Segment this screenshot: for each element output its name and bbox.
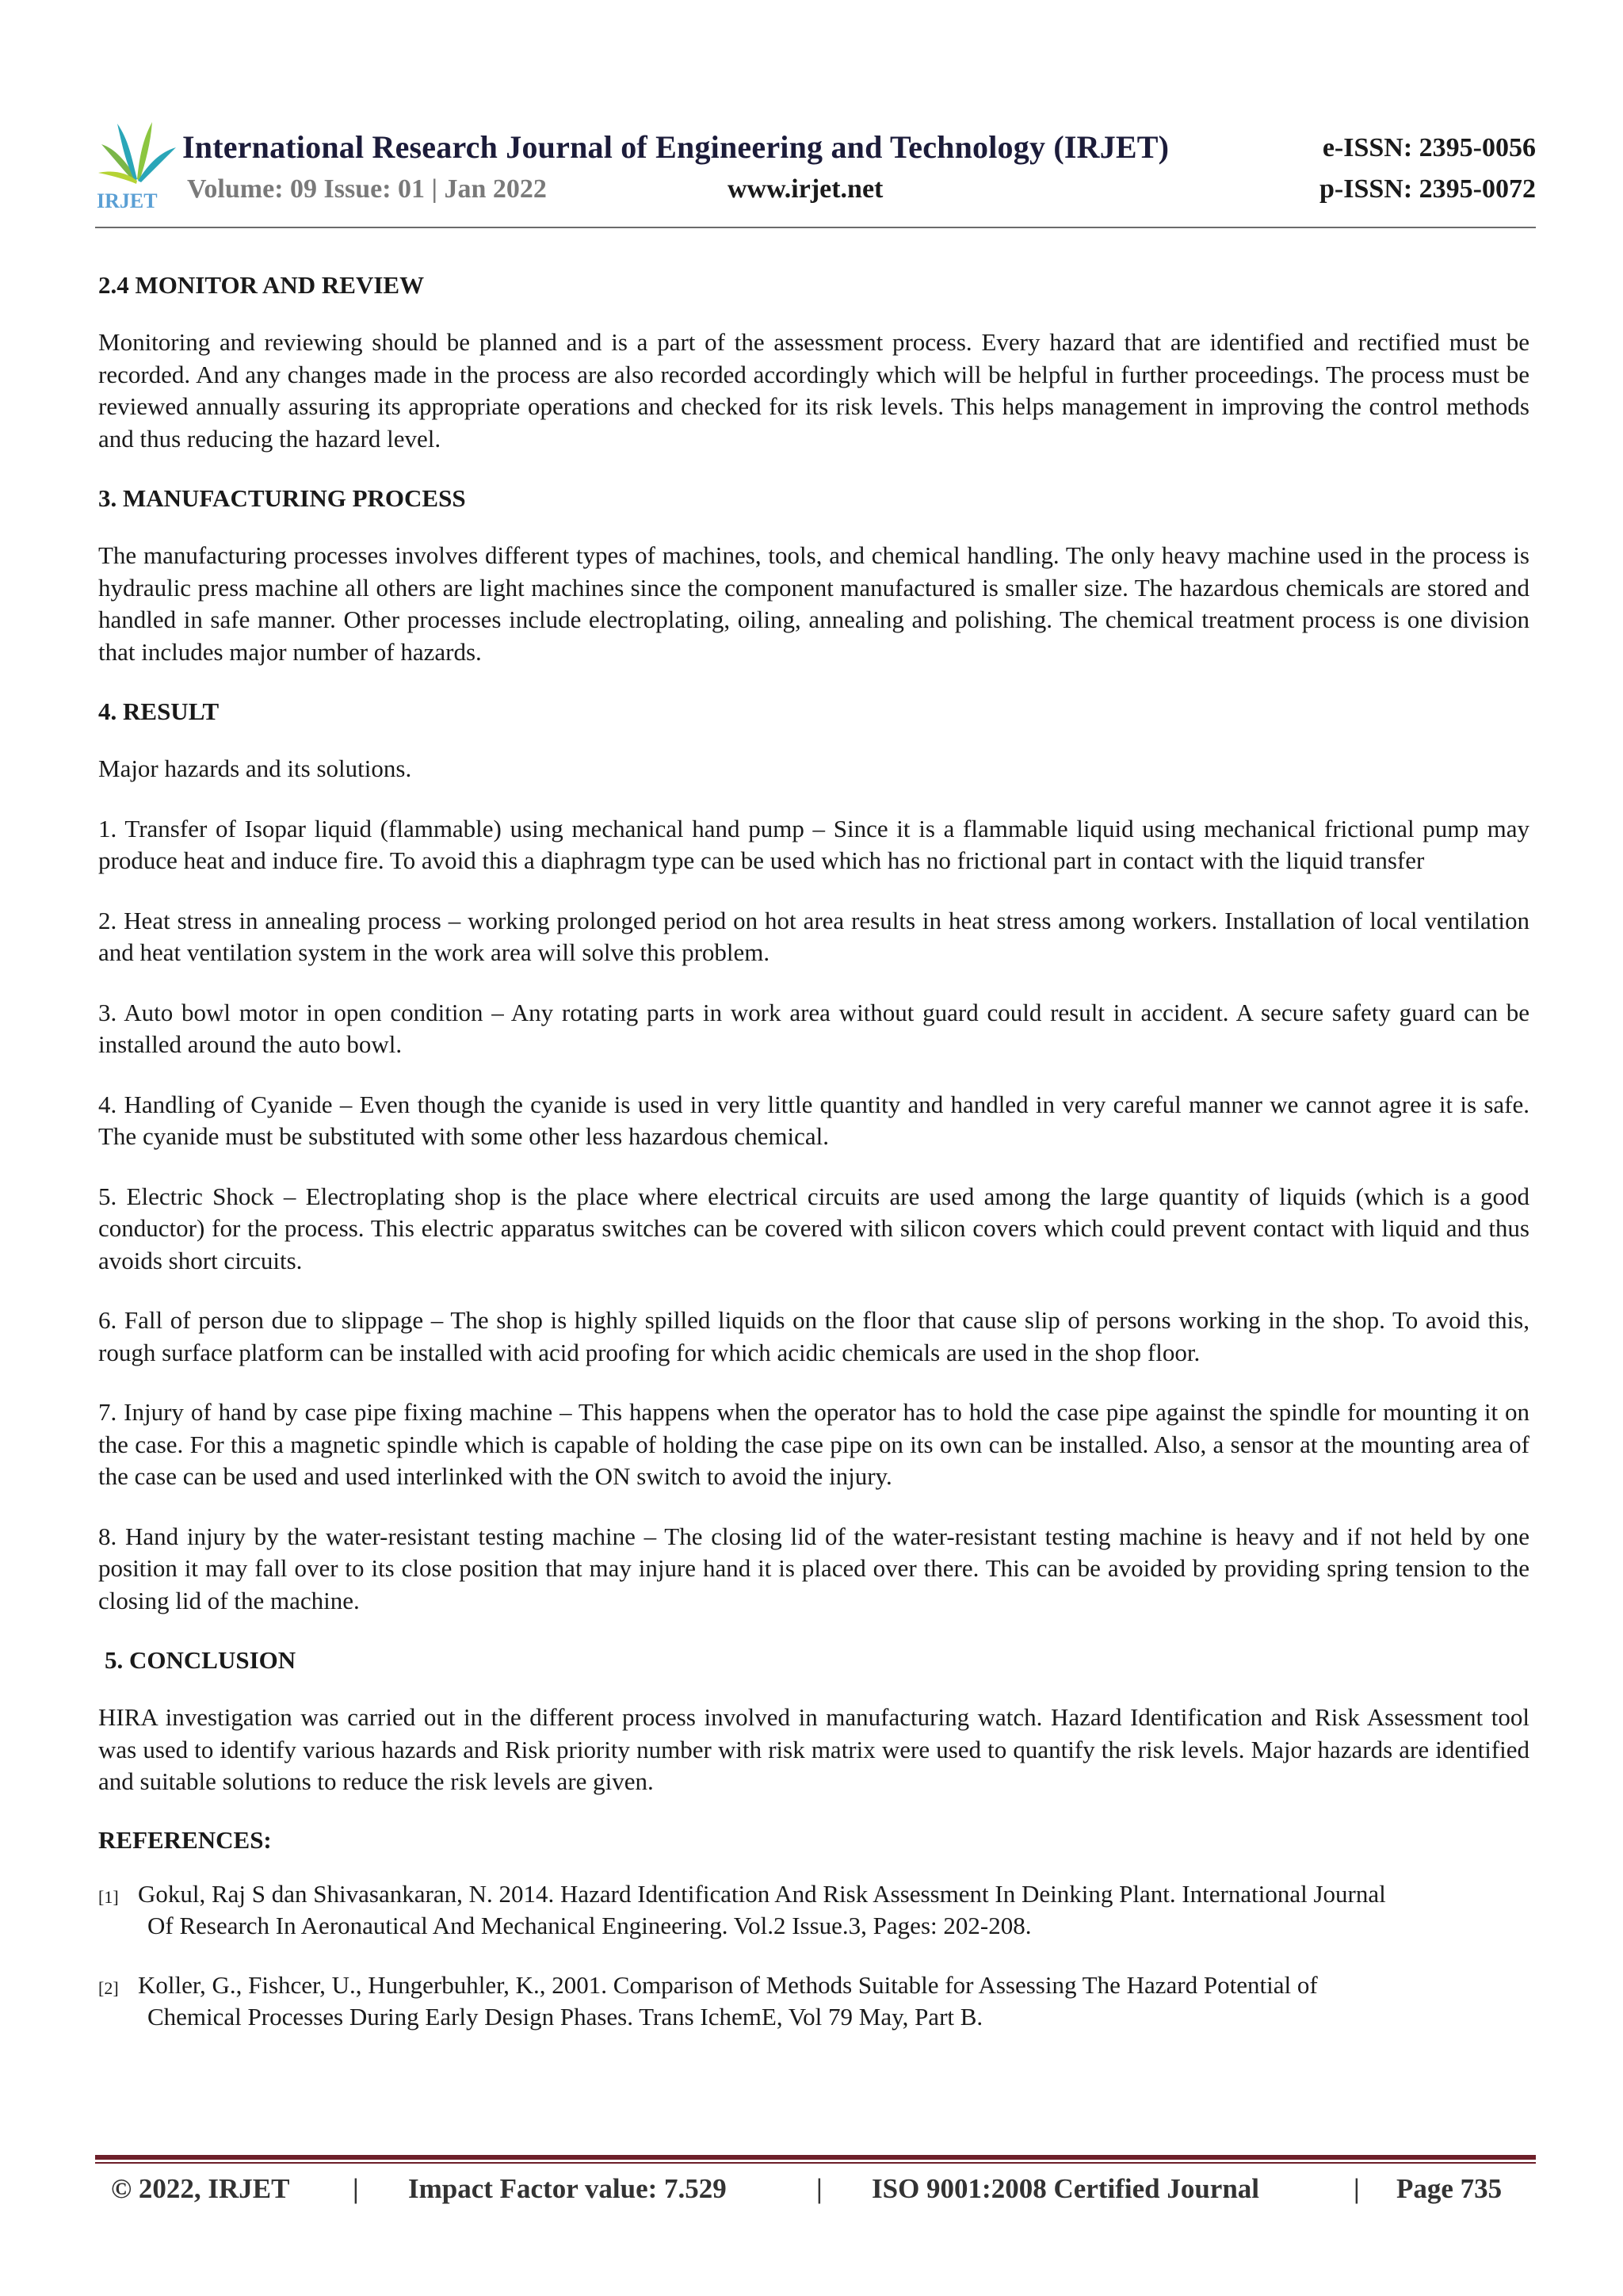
reference-number: [2]: [98, 1977, 119, 1998]
result-item: 8. Hand injury by the water-resistant testing machine – The closing lid of the water-resistant testing machine is heavy and if not held by one position it may fall over to its close position that may injure hand it is placed over there. This can be avoided by providing spring tension to the closing lid of the machine.: [98, 1522, 1529, 1614]
section-heading-conclusion: 5. CONCLUSION: [105, 1646, 296, 1674]
header-divider: [95, 227, 1536, 228]
paragraph-manufacturing: The manufacturing processes involves different types of machines, tools, and chemical handling. The only heavy machine used in the process is hydraulic press machine all others are light machines since the component manufactured is smaller size. The hazardous chemicals are stored and handled in safe manner. Other processes include electroplating, oiling, annealing and polishing. The chemical treatment process is one division that includes major number of hazards.: [98, 541, 1529, 666]
result-item: 4. Handling of Cyanide – Even though the cyanide is used in very little quantity and handled in very careful manner we cannot agree it is safe. The cyanide must be substituted with some other less hazardous chemical.: [98, 1090, 1529, 1150]
footer-page-number: Page 735: [1396, 2173, 1503, 2204]
paragraph-result-intro: Major hazards and its solutions.: [98, 755, 412, 782]
result-item: 6. Fall of person due to slippage – The shop is highly spilled liquids on the floor that cause slip of persons working in the shop. To avoid this, rough surface platform can be installed with acid proofing for which acidic chemicals are used in the shop floor.: [98, 1306, 1529, 1366]
journal-title: International Research Journal of Engineering and Technology (IRJET): [182, 129, 1170, 165]
footer-separator: |: [816, 2173, 823, 2204]
footer-separator: |: [1354, 2173, 1360, 2204]
footer-divider-thick: [95, 2155, 1536, 2160]
paragraph-monitor: Monitoring and reviewing should be planned and is a part of the assessment process. Every hazard that are identified and rectified must be recorded. And any changes made in the process are also recorded accordingly which will be helpful in further proceedings. The process must be reviewed annually assuring its appropriate operations and checked for its risk levels. This helps management in improving the control methods and thus reducing the hazard level.: [98, 328, 1529, 453]
reference-text-line: Of Research In Aeronautical And Mechanical Engineering. Vol.2 Issue.3, Pages: 202-208.: [147, 1912, 1032, 1939]
journal-website-link[interactable]: www.irjet.net: [727, 174, 884, 204]
footer-separator: |: [353, 2173, 359, 2204]
result-item: 5. Electric Shock – Electroplating shop is the place where electrical circuits are used among the large quantity of liquids (which is a good conductor) for the process. This electric apparatus switches can be covered with silicon covers which could prevent contact with liquid and thus avoids short circuits.: [98, 1182, 1529, 1274]
pissn: p-ISSN: 2395-0072: [1319, 174, 1536, 204]
result-item: 1. Transfer of Isopar liquid (flammable) using mechanical hand pump – Since it is a flammable liquid using mechanical frictional pump may produce heat and induce fire. To avoid this a diaphragm type can be used which has no frictional part in contact with the liquid transfer: [98, 814, 1529, 874]
section-heading-monitor: 2.4 MONITOR AND REVIEW: [98, 271, 425, 299]
svg-text:IRJET: IRJET: [97, 189, 158, 212]
result-item: 7. Injury of hand by case pipe fixing machine – This happens when the operator has to hold the case pipe against the spindle for mounting it on the case. For this a magnetic spindle which is capable of holding the case pipe on its own can be installed. Also, a sensor at the mounting area of the case can be used and used interlinked with the ON switch to avoid the injury.: [98, 1398, 1529, 1490]
result-item: 3. Auto bowl motor in open condition – Any rotating parts in work area without guard could result in accident. A secure safety guard can be installed around the auto bowl.: [98, 998, 1529, 1058]
reference-text-line: Koller, G., Fishcer, U., Hungerbuhler, K., 2001. Comparison of Methods Suitable for Assessing The Hazard Potential of: [138, 1970, 1318, 1999]
eissn: e-ISSN: 2395-0056: [1322, 133, 1536, 162]
section-heading-manufacturing: 3. MANUFACTURING PROCESS: [98, 484, 466, 512]
volume-issue: Volume: 09 Issue: 01 | Jan 2022: [187, 174, 547, 204]
section-heading-result: 4. RESULT: [98, 697, 220, 725]
footer-divider-thin: [95, 2162, 1536, 2164]
reference-text: [138, 1969, 1529, 2034]
reference-number: [1]: [98, 1886, 119, 1907]
footer-iso: ISO 9001:2008 Certified Journal: [872, 2173, 1260, 2204]
reference-text: [138, 1878, 1529, 1943]
page-footer: [111, 2173, 1522, 2213]
footer-copyright: © 2022, IRJET: [111, 2173, 290, 2204]
footer-impact-factor: Impact Factor value: 7.529: [408, 2173, 727, 2204]
reference-item: [98, 1878, 1529, 1943]
article-body: [98, 269, 1529, 2061]
page-header: [94, 111, 1536, 230]
reference-text-line: Chemical Processes During Early Design Phases. Trans IchemE, Vol 79 May, Part B.: [147, 2003, 983, 2030]
reference-item: [98, 1969, 1529, 2034]
references-heading: REFERENCES:: [98, 1825, 272, 1854]
reference-text-line: Gokul, Raj S dan Shivasankaran, N. 2014. Hazard Identification And Risk Assessment In Deinking Plant. International Journal: [138, 1879, 1386, 1908]
paragraph-conclusion: HIRA investigation was carried out in the different process involved in manufacturing watch. Hazard Identification and Risk Assessment tool was used to identify various hazards and Risk priority number with risk matrix were used to quantify the risk levels. Major hazards are identified and suitable solutions to reduce the risk levels are given.: [98, 1703, 1529, 1795]
irjet-logo-icon: [94, 117, 181, 212]
result-item: 2. Heat stress in annealing process – working prolonged period on hot area results in heat stress among workers. Installation of local ventilation and heat ventilation system in the work area will solve this problem.: [98, 906, 1529, 966]
